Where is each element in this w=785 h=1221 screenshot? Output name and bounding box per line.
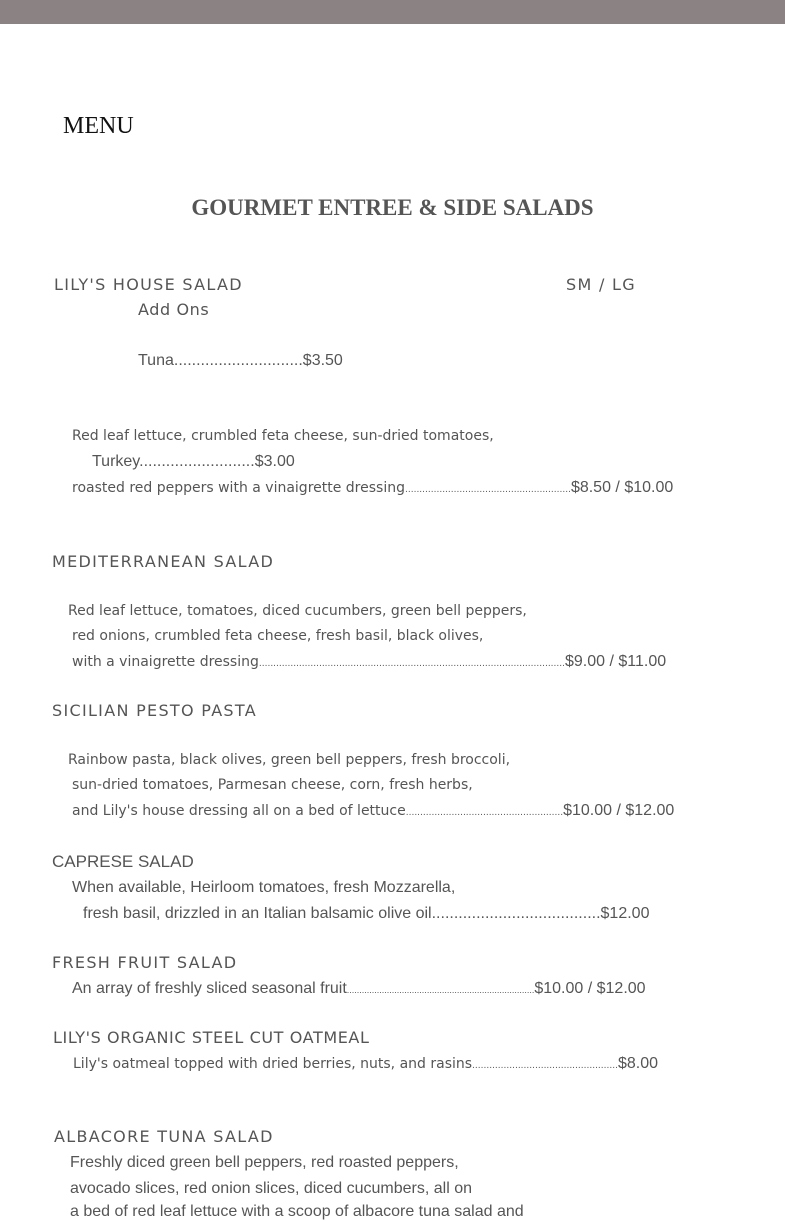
sicilian-line2: sun-dried tomatoes, Parmesan cheese, corn, fresh herbs, bbox=[72, 777, 473, 793]
lilys-house-salad-name: LILY'S HOUSE SALAD bbox=[54, 275, 243, 294]
price: $9.00 / $11.00 bbox=[565, 653, 667, 670]
caprese-salad-name: CAPRESE SALAD bbox=[52, 852, 194, 871]
albacore-tuna-salad-name: ALBACORE TUNA SALAD bbox=[54, 1127, 274, 1146]
oatmeal-line1: Lily's oatmeal topped with dried berries, nuts, and rasins...................................................$8.00 bbox=[73, 1055, 658, 1072]
mediterranean-salad-name: MEDITERRANEAN SALAD bbox=[52, 552, 275, 571]
addon-tuna: Tuna.............................$3.50 bbox=[138, 352, 343, 369]
albacore-line2: avocado slices, red onion slices, diced cucumbers, all on bbox=[70, 1180, 472, 1197]
dot-leader: ........................................................................... bbox=[346, 985, 535, 995]
menu-label: MENU bbox=[63, 113, 134, 139]
sicilian-pesto-pasta-name: SICILIAN PESTO PASTA bbox=[52, 701, 257, 720]
organic-oatmeal-name: LILY'S ORGANIC STEEL CUT OATMEAL bbox=[53, 1028, 370, 1047]
top-bar bbox=[0, 0, 785, 24]
albacore-line3: a bed of red leaf lettuce with a scoop of albacore tuna salad and bbox=[70, 1203, 524, 1220]
caprese-line2: fresh basil, drizzled in an Italian balsamic olive oil......................................$12.00 bbox=[83, 905, 650, 922]
size-header: SM / LG bbox=[566, 275, 636, 294]
lilys-house-desc-line1: Red leaf lettuce, crumbled feta cheese, sun-dried tomatoes, bbox=[72, 428, 494, 444]
sicilian-line3: and Lily's house dressing all on a bed of lettuce.......................................................$10.00 / $12.00 bbox=[72, 802, 675, 819]
dot-leader: ....................................................... bbox=[405, 808, 564, 818]
albacore-line1: Freshly diced green bell peppers, red roasted peppers, bbox=[70, 1154, 459, 1171]
addon-turkey: Turkey..........................$3.00 bbox=[92, 453, 295, 470]
lilys-house-desc-line2: roasted red peppers with a vinaigrette dressing..........................................................$8.50 / $10.00 bbox=[72, 479, 674, 496]
price: $8.50 / $10.00 bbox=[570, 479, 674, 496]
mediterranean-line2: red onions, crumbled feta cheese, fresh basil, black olives, bbox=[72, 628, 484, 644]
price: $10.00 / $12.00 bbox=[563, 802, 675, 819]
fresh-fruit-salad-name: FRESH FRUIT SALAD bbox=[52, 953, 238, 972]
dot-leader: ........................................................................................................... bbox=[258, 659, 565, 669]
mediterranean-line3: with a vinaigrette dressing...........................................................................................................$9.00 / $11.00 bbox=[72, 653, 667, 670]
price: $8.00 bbox=[617, 1055, 658, 1072]
caprese-line1: When available, Heirloom tomatoes, fresh Mozzarella, bbox=[72, 879, 456, 896]
addons-label: Add Ons bbox=[138, 300, 210, 319]
dot-leader: .......................................................... bbox=[405, 485, 571, 495]
dot-leader: ................................................... bbox=[472, 1061, 618, 1071]
price: $10.00 / $12.00 bbox=[534, 980, 646, 997]
mediterranean-line1: Red leaf lettuce, tomatoes, diced cucumbers, green bell peppers, bbox=[68, 603, 527, 619]
sicilian-line1: Rainbow pasta, black olives, green bell peppers, fresh broccoli, bbox=[68, 752, 511, 768]
fresh-fruit-line1: An array of freshly sliced seasonal fruit...........................................................................$10.00 / $12.00 bbox=[72, 980, 646, 997]
page-title: GOURMET ENTREE & SIDE SALADS bbox=[191, 195, 594, 220]
